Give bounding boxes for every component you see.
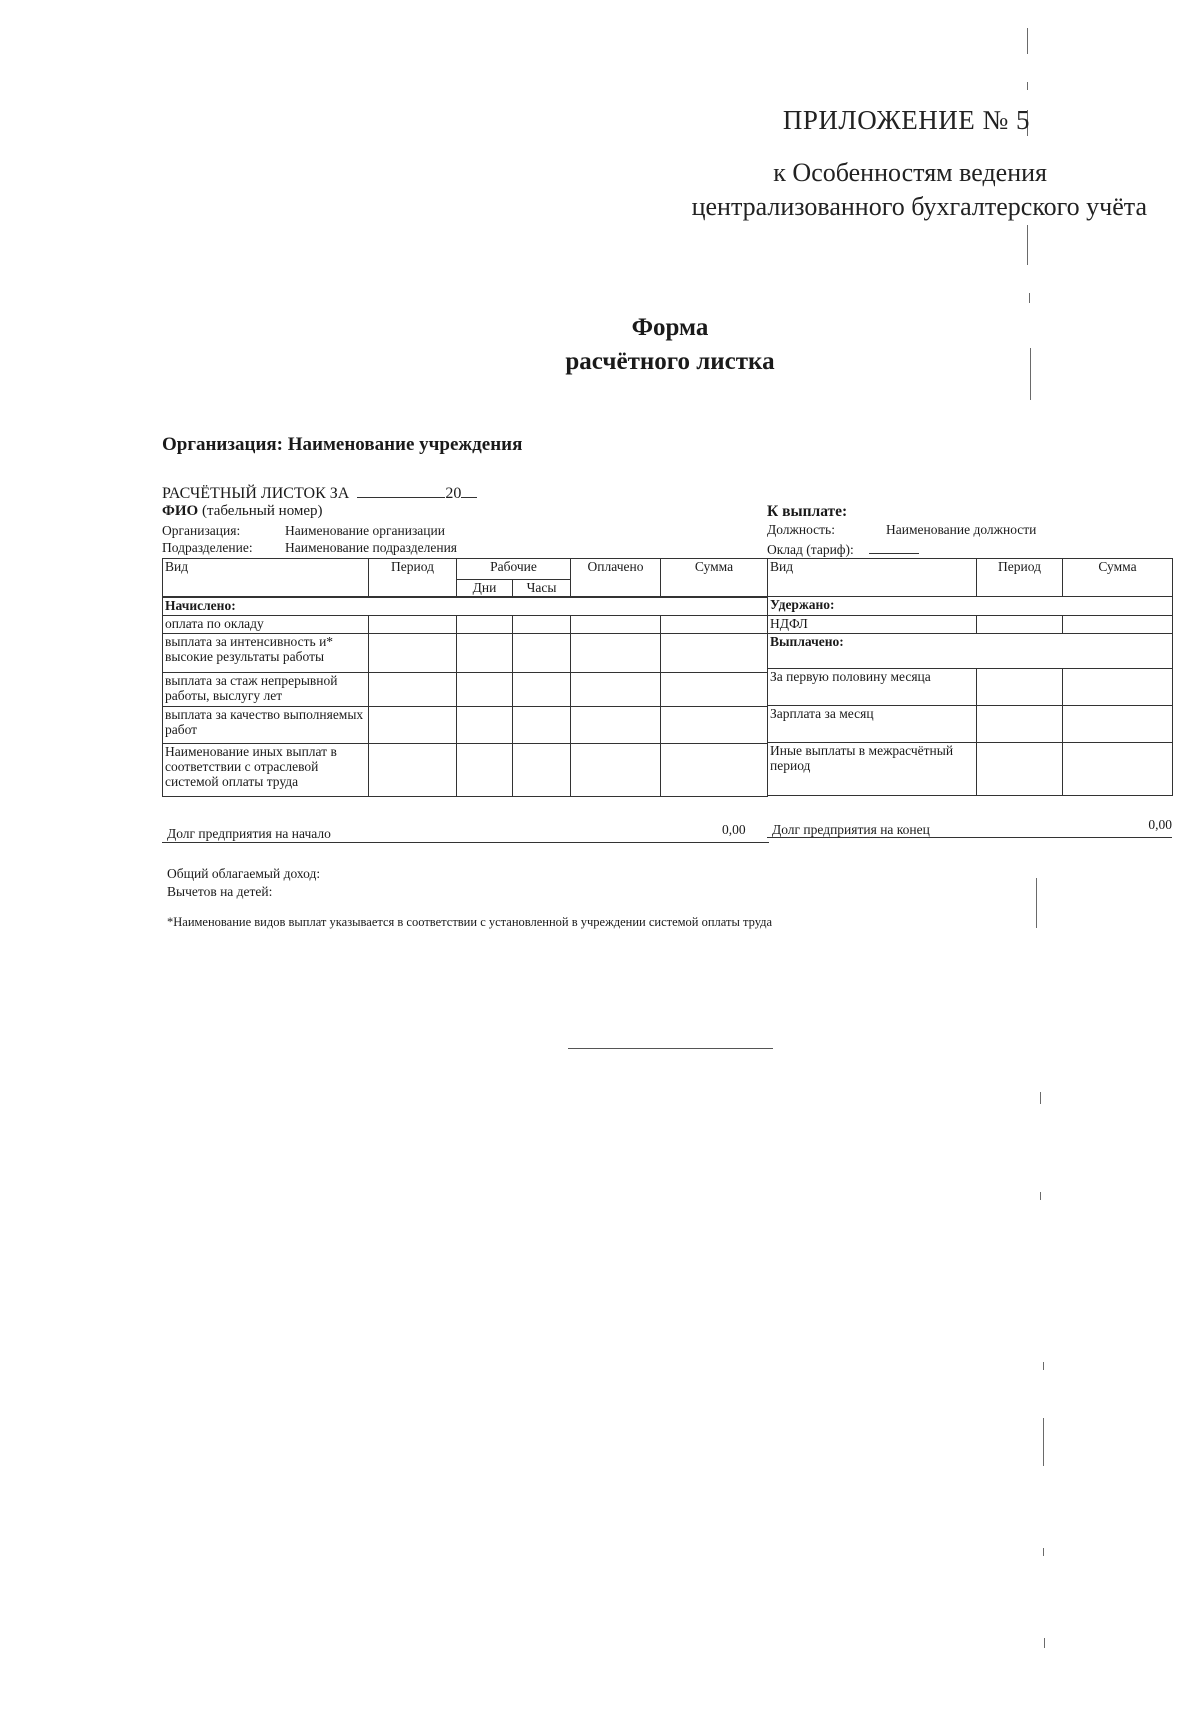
row-label: Зарплата за месяц [768,706,977,743]
organization-heading: Организация: Наименование учреждения [162,434,523,455]
fio-label: ФИО [162,503,199,519]
scan-mark [1043,1418,1044,1466]
year-blank [461,484,477,498]
debt-start-label: Долг предприятия на начало [167,826,331,841]
col-header-paid: Оплачено [571,559,661,597]
row-label: Иные выплаты в межрасчётный период [768,743,977,796]
org-value: Наименование организации [285,523,445,538]
table-row [163,616,768,634]
scan-mark [1027,82,1028,90]
row-label: выплата за стаж непрерывной работы, выслугу лет [163,673,369,707]
table-row [163,744,768,797]
table-row [768,706,1173,743]
row-label: оплата по окладу [163,616,369,634]
table-row [768,669,1173,706]
debt-start-underline [162,842,769,843]
debt-end-label: Долг предприятия на конец [772,822,930,837]
org-label: Организация: [162,523,241,538]
table-row [768,616,1173,634]
col-header-days: Дни [457,580,513,597]
payslip-period-line [162,484,477,503]
paid-out-section: Выплачено: [768,634,1173,669]
appendix-subtitle-line1: к Особенностям ведения [773,158,1047,187]
appendix-subtitle-line2: централизованного бухгалтерского учёта [691,192,1147,221]
row-label: выплата за качество выполняемых работ [163,707,369,744]
table-row [163,707,768,744]
withheld-section: Удержано: [768,597,1173,616]
scan-mark [1044,1638,1045,1648]
salary-line [767,540,919,558]
dept-value: Наименование подразделения [285,540,458,555]
scan-mark [1029,293,1030,303]
col-header-working: Рабочие [457,559,571,580]
year-prefix: 20 [445,485,462,502]
salary-blank [869,540,919,554]
position-value: Наименование должности [886,522,1037,537]
child-deductions-label: Вычетов на детей: [167,884,273,899]
row-label: Наименование иных выплат в соответствии с отраслевой системой оплаты труда [163,744,369,797]
appendix-title: ПРИЛОЖЕНИЕ № 5 [782,105,1030,135]
scan-mark [1027,225,1028,265]
dept-label: Подразделение: [162,540,253,555]
footnote: *Наименование видов выплат указывается в соответствии с установленной в учреждении системой оплаты труда [167,915,773,929]
scan-mark [1027,28,1028,54]
debt-start-value: 0,00 [722,822,746,837]
form-subtitle: расчётного листка [565,348,775,375]
scan-mark [1040,1092,1041,1104]
pay-label: К выплате: [767,503,848,520]
deductions-table [767,558,1173,796]
scan-mark [1043,1362,1044,1370]
table-row [768,743,1173,796]
row-label: выплата за интенсивность и* высокие результаты работы [163,634,369,673]
salary-label: Оклад (тариф): [767,542,854,557]
row-label: За первую половину месяца [768,669,977,706]
fio-line [162,503,323,520]
scan-mark [1036,878,1037,928]
col-header-hours: Часы [513,580,571,597]
accruals-table [162,558,768,797]
col-header-period: Период [977,559,1063,597]
table-row [163,673,768,707]
col-header-sum: Сумма [661,559,768,597]
scan-mark [1030,348,1031,400]
position-label: Должность: [767,522,835,537]
signature-line [568,1048,773,1049]
taxable-income-label: Общий облагаемый доход: [167,866,321,881]
col-header-kind: Вид [163,559,369,597]
scan-mark [1043,1548,1044,1556]
debt-end-value: 0,00 [1148,817,1172,832]
form-title: Форма [631,314,709,341]
col-header-kind: Вид [768,559,977,597]
ndfl-label: НДФЛ [768,616,977,634]
debt-end-underline [767,837,1172,838]
scan-mark [1040,1192,1041,1200]
col-header-sum: Сумма [1063,559,1173,597]
col-header-period: Период [369,559,457,597]
payslip-title: РАСЧЁТНЫЙ ЛИСТОК ЗА [162,485,350,502]
fio-hint: (табельный номер) [201,503,323,519]
table-row [163,634,768,673]
month-blank [357,484,445,498]
accrued-section: Начислено: [163,597,768,616]
